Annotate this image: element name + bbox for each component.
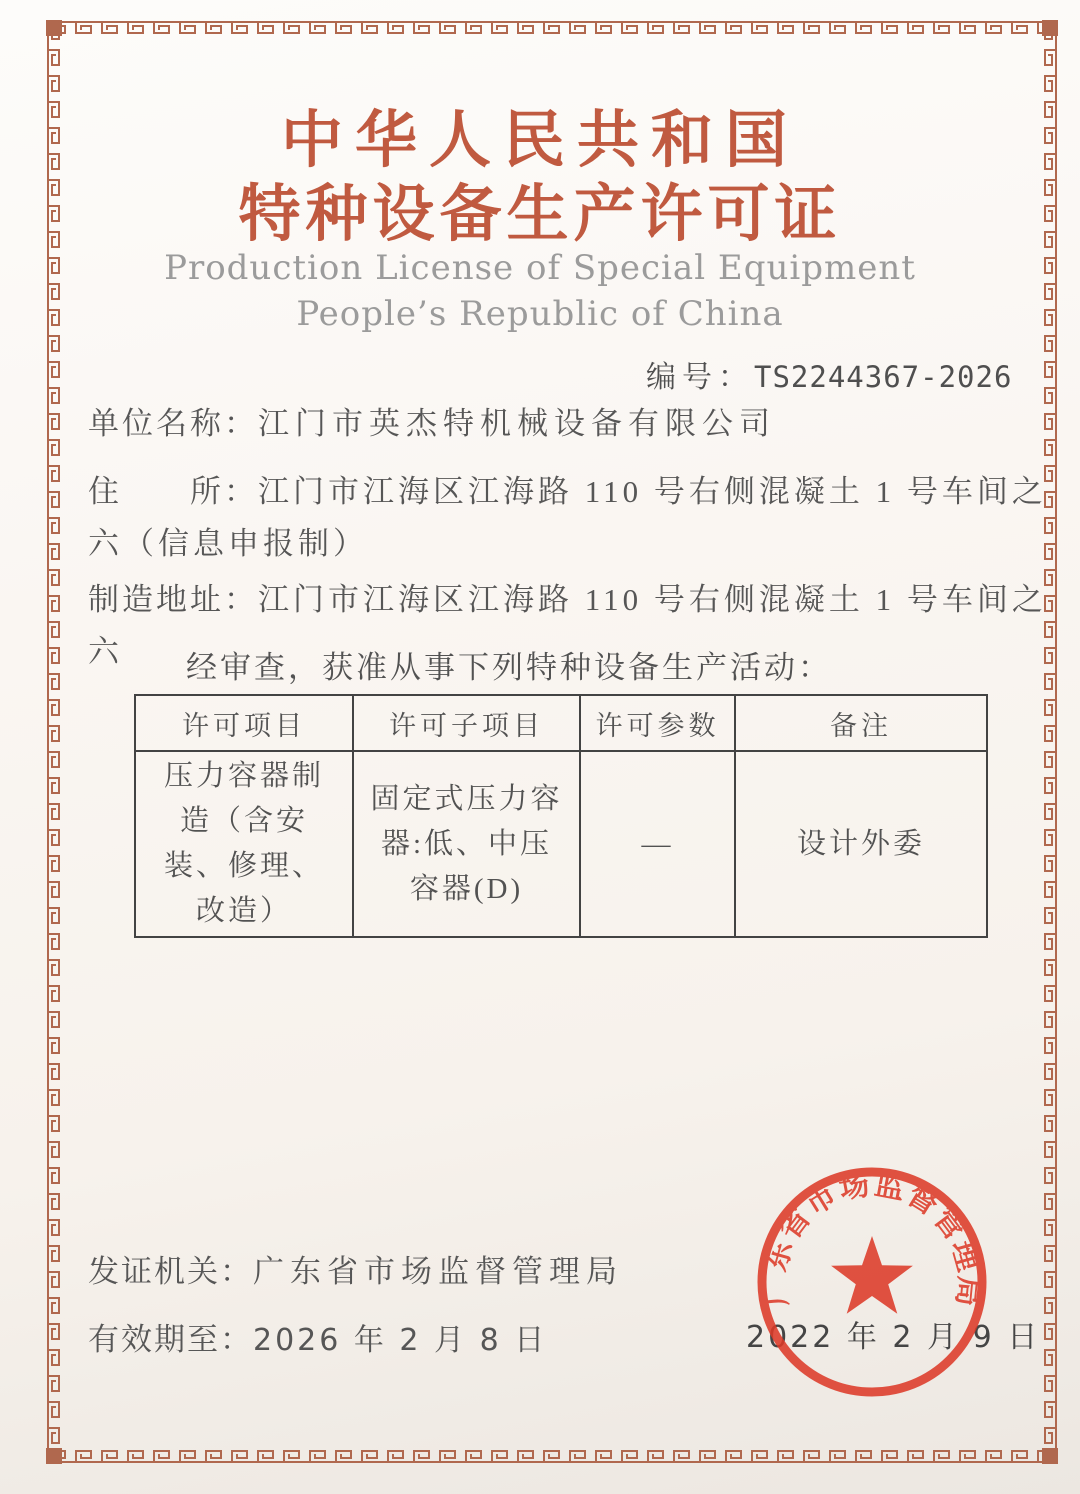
cell-remarks: 设计外委 [735, 751, 987, 937]
field-residence-value: 江门市江海区江海路 110 号右侧混凝土 1 号车间之六（信息申报制） [88, 474, 1047, 561]
meander-border-top-icon [46, 20, 1058, 36]
col-header-permit-params: 许可参数 [580, 695, 735, 751]
license-number [646, 352, 1012, 396]
table-row [135, 751, 987, 937]
title-en-line2: People’s Republic of China [296, 294, 784, 334]
field-mfg-address-label: 制造地址： [88, 582, 258, 617]
cell-permit-params: — [580, 751, 735, 937]
permit-table-header-row [135, 695, 987, 751]
official-seal-stamp-icon [748, 1158, 996, 1406]
col-header-remarks: 备注 [735, 695, 987, 751]
seal-text: 广东省市场监督管理局 [757, 1167, 987, 1308]
star-icon [831, 1236, 913, 1314]
license-number-value: TS2244367-2026 [754, 360, 1013, 394]
col-header-permit-subitem: 许可子项目 [353, 695, 580, 751]
field-unit-name [88, 398, 1053, 450]
field-mfg-address-value: 江门市江海区江海路 110 号右侧混凝土 1 号车间之六 [88, 582, 1047, 669]
title-en-line1: Production License of Special Equipment [164, 248, 916, 288]
issue-date: 2022 年 2 月 9 日 [746, 1320, 1041, 1355]
border-corner-icon [46, 20, 62, 36]
cell-permit-subitem: 固定式压力容器:低、中压容器(D) [353, 751, 580, 937]
issuing-authority-label: 发证机关： [88, 1254, 253, 1289]
col-header-permit-item: 许可项目 [135, 695, 353, 751]
border-corner-icon [1042, 1448, 1058, 1464]
permit-table [134, 694, 988, 938]
issuing-authority [88, 1246, 623, 1291]
title-cn-line1: 中华人民共和国 [280, 103, 799, 176]
field-unit-name-value: 江门市英杰特机械设备有限公司 [258, 406, 776, 441]
issuing-authority-value: 广东省市场监督管理局 [253, 1254, 623, 1289]
cell-permit-item: 压力容器制造（含安装、修理、改造） [135, 751, 353, 937]
border-corner-icon [46, 1448, 62, 1464]
field-residence-label: 住 所： [88, 474, 258, 509]
meander-border-bottom-icon [46, 1448, 1058, 1464]
validity-date-label: 有效期至： [88, 1322, 253, 1357]
license-number-label: 编号： [646, 361, 754, 394]
border-corner-icon [1042, 20, 1058, 36]
field-residence [88, 466, 1048, 570]
approval-note: 经审查，获准从事下列特种设备生产活动： [186, 650, 832, 685]
field-unit-name-label: 单位名称： [88, 406, 258, 441]
validity-date-value: 2026 年 2 月 8 日 [253, 1323, 548, 1358]
validity-date [88, 1314, 547, 1359]
title-cn-line2: 特种设备生产许可证 [238, 177, 842, 250]
